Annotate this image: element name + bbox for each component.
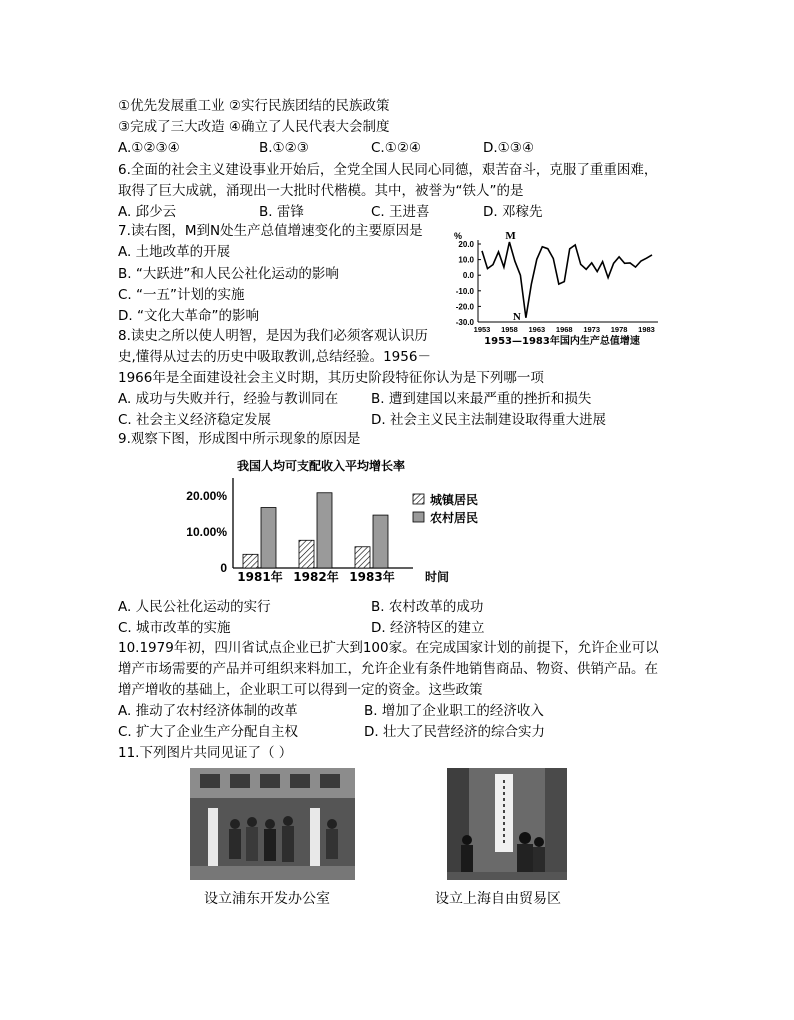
gdp-ytick-label: 0.0 <box>462 271 474 281</box>
gdp-annotation-n: N <box>512 310 521 323</box>
q6-choice-b: B. 雷锋 <box>259 204 304 220</box>
gdp-xtick-label: 1963 <box>528 325 546 334</box>
gdp-xtick-label: 1983 <box>638 325 655 334</box>
q8-choice-c: C. 社会主义经济稳定发展 <box>118 412 272 428</box>
gdp-xtick-label: 1953 <box>473 325 491 334</box>
legend-label-urban: 城镇居民 <box>430 493 479 507</box>
q7-choice-c: C. “一五”计划的实施 <box>118 287 245 303</box>
q10-choice-d: D. 壮大了民营经济的综合实力 <box>364 724 545 740</box>
gdp-xtick-label: 1978 <box>610 325 628 334</box>
q5-choice-d: D.①③④ <box>483 140 534 156</box>
q8-choice-b: B. 遭到建国以来最严重的挫折和损失 <box>371 391 592 407</box>
q9-choice-d: D. 经济特区的建立 <box>371 620 485 636</box>
q8-stem-line-2: 史,懂得从过去的历史中吸取教训,总结经验。1956－ <box>118 349 431 365</box>
q10-choice-a: A. 推动了农村经济体制的改革 <box>118 703 298 719</box>
bar-rural <box>373 515 388 568</box>
income-ytick-label: 10.00% <box>186 525 227 539</box>
q5-options-line-2: ③完成了三大改造 ④确立了人民代表大会制度 <box>118 119 390 135</box>
gdp-ytick-label: -10.0 <box>455 286 474 296</box>
income-ytick-label: 0 <box>220 561 227 575</box>
q6-stem-line-2: 取得了巨大成就，涌现出一大批时代楷模。其中，被誉为“铁人”的是 <box>118 183 524 199</box>
caption-ftz: 设立上海自由贸易区 <box>435 891 561 907</box>
q8-stem-line-3: 1966年是全面建设社会主义时期，其历史阶段特征你认为是下列哪一项 <box>118 370 544 386</box>
legend-label-rural: 农村居民 <box>430 511 479 525</box>
legend-swatch-urban <box>413 494 424 504</box>
q5-choice-a: A.①②③④ <box>118 140 180 156</box>
income-chart-title: 我国人均可支配收入平均增长率 <box>237 459 406 473</box>
gdp-xtick-label: 1958 <box>501 325 518 334</box>
q10-choice-b: B. 增加了企业职工的经济收入 <box>364 703 544 719</box>
q5-choice-b: B.①②③ <box>259 140 309 156</box>
gdp-ytick-label: -20.0 <box>455 302 474 312</box>
income-growth-chart <box>185 452 515 592</box>
income-xtick-label: 1981年 <box>237 570 283 584</box>
bar-rural <box>317 493 332 568</box>
shanghai-ftz-photo <box>447 768 567 880</box>
gdp-series-line <box>482 242 652 318</box>
q7-choice-b: B. “大跃进”和人民公社化运动的影响 <box>118 266 339 282</box>
income-xlabel: 时间 <box>425 570 450 584</box>
q10-stem-line-2: 增产市场需要的产品并可组织来料加工，允许企业有条件地销售商品、物资、供销产品。在 <box>118 661 658 677</box>
q10-stem-line-1: 10.1979年初，四川省试点企业已扩大到100家。在完成国家计划的前提下，允许企业可以 <box>118 640 659 656</box>
gdp-chart-title: 1953—1983年国内生产总值增速 <box>484 336 640 347</box>
gdp-ylabel: % <box>454 231 463 241</box>
q10-choice-c: C. 扩大了企业生产分配自主权 <box>118 724 299 740</box>
q10-stem-line-3: 增产增收的基础上，企业职工可以得到一定的资金。这些政策 <box>118 682 483 698</box>
q8-stem-line-1: 8.读史之所以使人明智，是因为我们必须客观认识历 <box>118 328 428 344</box>
q7-stem: 7.读右图，M到N处生产总值增速变化的主要原因是 <box>118 223 423 239</box>
income-ytick-label: 20.00% <box>186 489 227 503</box>
q9-choice-a: A. 人民公社化运动的实行 <box>118 599 271 615</box>
q7-choice-d: D. “文化大革命”的影响 <box>118 308 259 324</box>
q11-stem: 11.下列图片共同见证了（ ） <box>118 745 293 761</box>
legend-swatch-rural <box>413 512 424 522</box>
gdp-ytick-label: 10.0 <box>458 255 474 265</box>
q8-choice-d: D. 社会主义民主法制建设取得重大进展 <box>371 412 606 428</box>
income-xtick-label: 1982年 <box>293 570 339 584</box>
q6-choice-c: C. 王进喜 <box>371 204 430 220</box>
caption-pudong: 设立浦东开发办公室 <box>204 891 330 907</box>
q7-choice-a: A. 土地改革的开展 <box>118 244 231 260</box>
gdp-growth-chart <box>440 228 665 350</box>
gdp-ytick-label: 20.0 <box>458 240 474 249</box>
income-xtick-label: 1983年 <box>349 570 395 584</box>
bar-rural <box>261 508 276 568</box>
q5-choice-c: C.①②④ <box>371 140 422 156</box>
q9-choice-c: C. 城市改革的实施 <box>118 620 231 636</box>
gdp-annotation-m: M <box>505 229 516 242</box>
bar-urban <box>243 554 258 568</box>
q6-choice-d: D. 邓稼先 <box>483 204 543 220</box>
gdp-ytick-label: -30.0 <box>455 318 474 327</box>
pudong-office-photo <box>190 768 355 880</box>
bar-urban <box>355 547 370 568</box>
gdp-xtick-label: 1968 <box>555 325 573 334</box>
bar-urban <box>299 540 314 568</box>
q5-options-line-1: ①优先发展重工业 ②实行民族团结的民族政策 <box>118 98 390 114</box>
q9-choice-b: B. 农村改革的成功 <box>371 599 484 615</box>
q6-stem-line-1: 6.全面的社会主义建设事业开始后，全党全国人民同心同德，艰苦奋斗，克服了重重困难， <box>118 162 658 178</box>
gdp-xtick-label: 1973 <box>583 325 601 334</box>
q8-choice-a: A. 成功与失败并行，经验与教训同在 <box>118 391 339 407</box>
q6-choice-a: A. 邱少云 <box>118 204 177 220</box>
q9-stem: 9.观察下图，形成图中所示现象的原因是 <box>118 431 361 447</box>
